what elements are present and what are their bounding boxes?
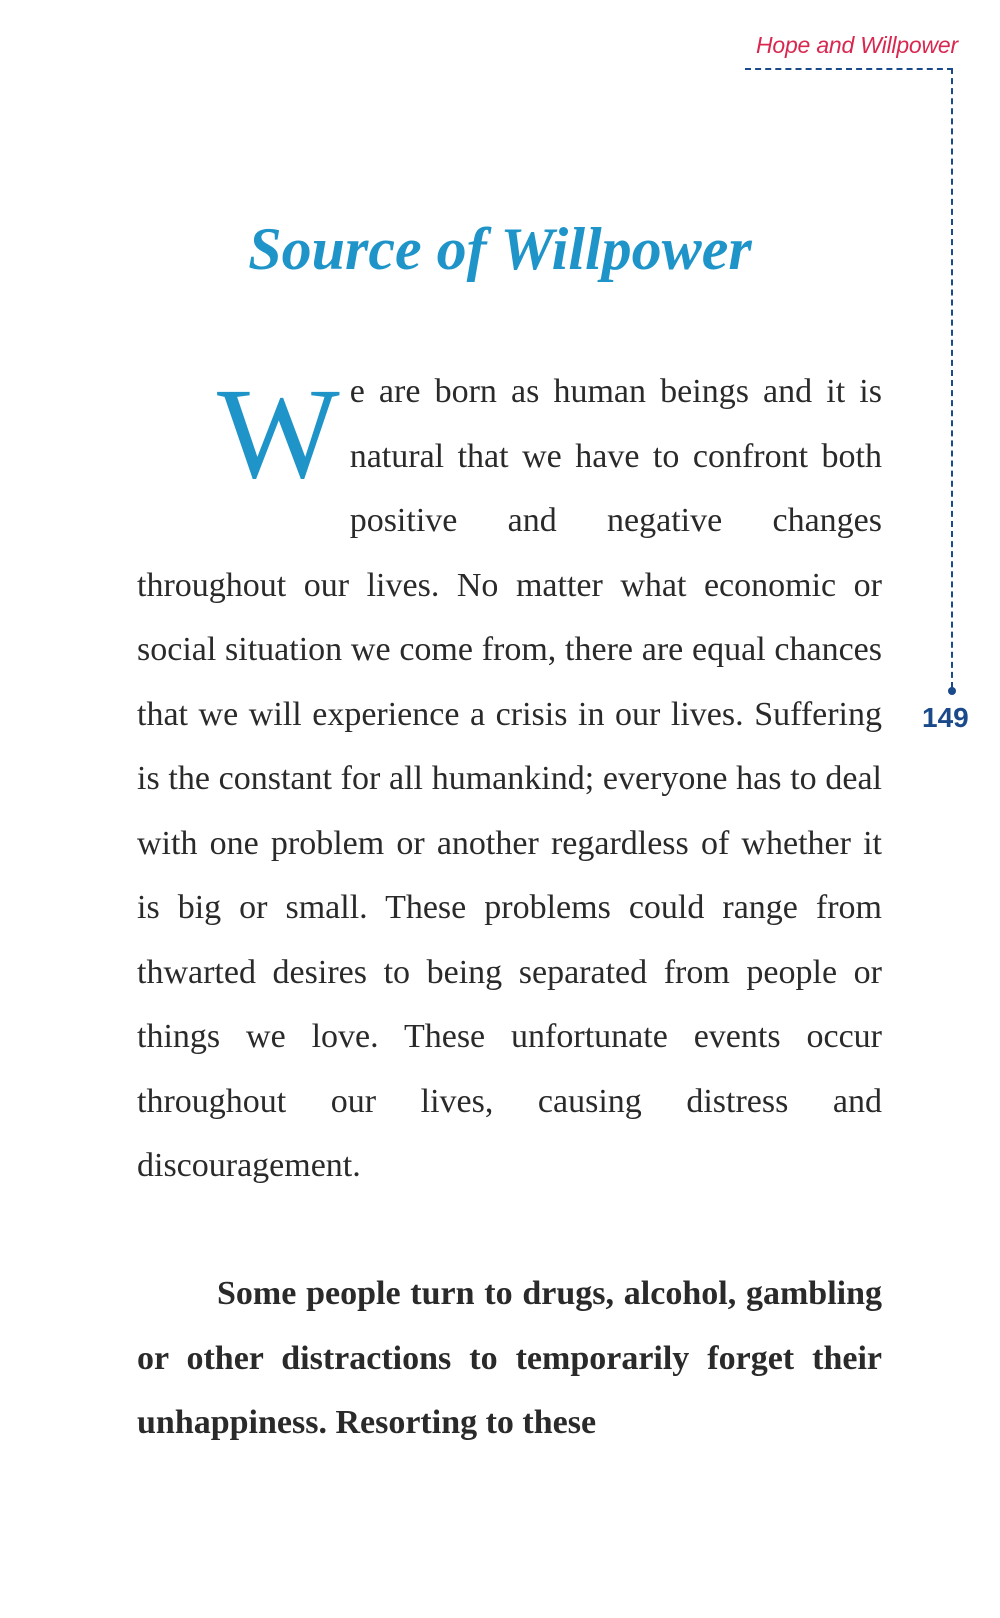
paragraph-1-text: e are born as human beings and it is natural that we have to confront both positive and negative changes throughout our lives. No matter what economic or social situation we come from, there are equal chances that we will experience a crisis in our lives. Suffering is the constant for all humankind; everyone has to deal with one problem or another regardless of whether it is big or small. These problems could range from thwarted desires to being separated from people or things we love. These unfortunate events occur throughout our lives, causing distress and discouragement. [137, 373, 882, 1184]
margin-rule-end-dot [948, 687, 956, 695]
margin-dashed-rule [951, 68, 953, 688]
header-dashed-rule [745, 68, 953, 70]
page-number: 149 [922, 702, 969, 733]
body-paragraph-1 [137, 360, 882, 1199]
body-paragraph-2: Some people turn to drugs, alcohol, gambling or other distractions to temporarily forget their unhappiness. Resorting to these [137, 1275, 882, 1441]
running-header: Hope and Willpower [755, 32, 958, 58]
drop-cap: W [217, 362, 340, 506]
chapter-title: Source of Willpower [248, 216, 752, 282]
